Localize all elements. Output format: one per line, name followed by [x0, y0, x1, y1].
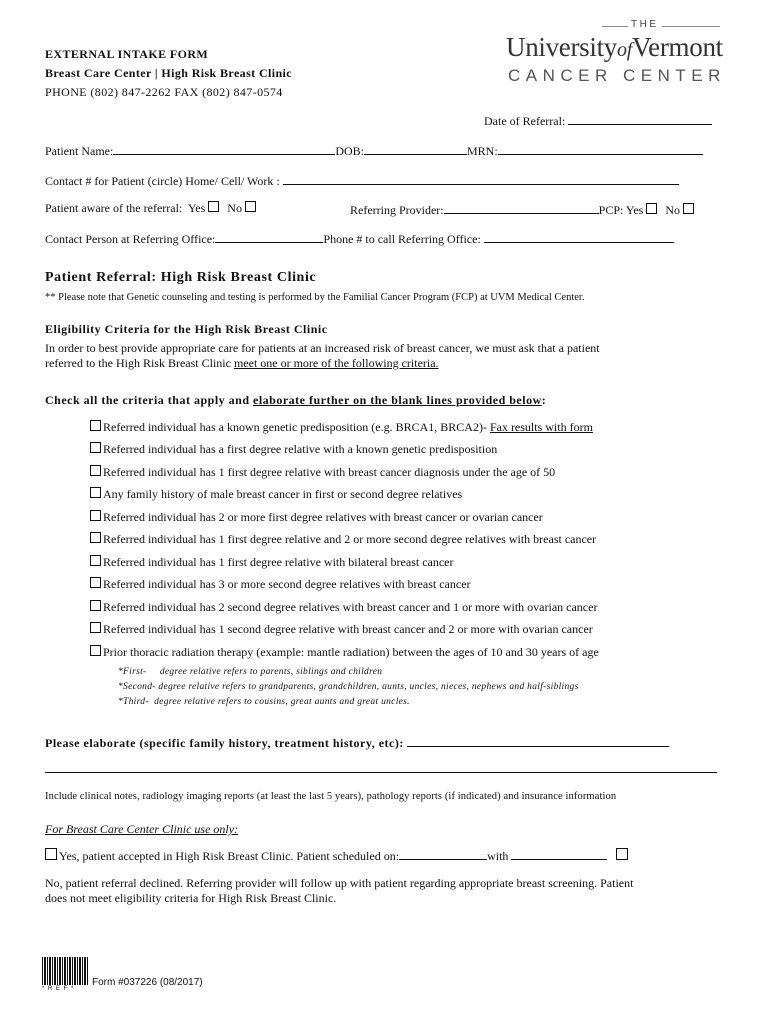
logo-the: THE [628, 19, 662, 30]
eligibility-line-2-text: referred to the High Risk Breast Clinic [45, 356, 234, 370]
referring-provider-row [350, 201, 696, 218]
criteria-item [90, 555, 454, 570]
patient-name-label: Patient Name: [45, 144, 114, 158]
eligibility-line-2 [45, 356, 439, 371]
criteria-item [90, 442, 497, 457]
contact-input[interactable] [283, 172, 679, 185]
aware-no-label: No [227, 201, 242, 215]
logo-vermont: Vermont [631, 32, 723, 62]
degree-note-second: *Second- degree relative refers to grandparents, grandchildren, aunts, uncles, nieces, nephews and half-siblings [118, 682, 579, 692]
include-note: Include clinical notes, radiology imaging reports (at least the last 5 years), pathology reports (if indicated) and insurance information [45, 791, 617, 802]
phone-fax: PHONE (802) 847-2262 FAX (802) 847-0574 [45, 85, 283, 99]
uvm-cancer-center-logo [500, 19, 730, 90]
criteria-label: Referred individual has 3 or more second degree relatives with breast cancer [103, 577, 471, 591]
declined-line-2: does not meet eligibility criteria for High Risk Breast Clinic. [45, 891, 337, 905]
logo-cancer-center: CANCER CENTER [508, 66, 726, 85]
pcp-yes-checkbox[interactable] [646, 203, 657, 214]
degree-note-first: *First- degree relative refers to parents, siblings and children [118, 667, 383, 677]
criteria-checkbox[interactable] [90, 645, 101, 656]
aware-yes-label: Yes [187, 201, 206, 215]
criteria-checkbox[interactable] [90, 442, 101, 453]
fax-results-note: Fax results with form [489, 420, 593, 434]
criteria-item [90, 420, 593, 435]
form-number: Form #037226 (08/2017) [92, 977, 203, 988]
date-of-referral-field [484, 112, 712, 129]
criteria-checkbox[interactable] [90, 420, 101, 431]
eligibility-line-1: In order to best provide appropriate care for patients at an increased risk of breast cancer, we must ask that a patient [45, 341, 600, 355]
form-subtitle: Breast Care Center | High Risk Breast Clinic [45, 66, 293, 80]
scheduled-with-input[interactable] [511, 847, 607, 860]
criteria-label: Referred individual has a known genetic predisposition (e.g. BRCA1, BRCA2)- [103, 420, 490, 434]
eligibility-title: Eligibility Criteria for the High Risk Breast Clinic [45, 322, 328, 336]
accepted-label: Yes, patient accepted in High Risk Breast Clinic. Patient scheduled on: [59, 849, 400, 863]
referring-provider-input[interactable] [444, 201, 599, 214]
contact-label: Contact # for Patient (circle) Home/ Cell/ Work : [45, 174, 280, 188]
criteria-label: Referred individual has 1 second degree relative with breast cancer and 2 or more with ovarian cancer [103, 622, 593, 636]
criteria-item [90, 577, 471, 592]
criteria-checkbox[interactable] [90, 622, 101, 633]
check-instruction [45, 393, 546, 408]
dob-input[interactable] [364, 142, 467, 155]
criteria-label: Prior thoracic radiation therapy (example: mantle radiation) between the ages of 10 and 30 years of age [103, 645, 599, 659]
criteria-checkbox[interactable] [90, 487, 101, 498]
criteria-checkbox[interactable] [90, 555, 101, 566]
aware-no-checkbox[interactable] [245, 201, 256, 212]
criteria-checkbox[interactable] [90, 600, 101, 611]
mrn-label: MRN: [467, 144, 498, 158]
clinic-use-title: For Breast Care Center Clinic use only: [45, 822, 239, 836]
logo-of: of [617, 39, 632, 61]
criteria-checkbox[interactable] [90, 510, 101, 521]
with-label: with [487, 849, 509, 863]
logo-rule-right [662, 26, 720, 27]
phone-to-call-input[interactable] [484, 230, 674, 243]
criteria-item [90, 532, 596, 547]
criteria-item [90, 622, 593, 637]
accepted-checkbox[interactable] [45, 848, 57, 860]
date-of-referral-label: Date of Referral: [484, 114, 566, 128]
elaborate-input[interactable] [407, 734, 669, 747]
fcp-note: ** Please note that Genetic counseling and testing is performed by the Familial Cancer Program (FCP) at UVM Medical Center. [45, 292, 585, 303]
contact-person-input[interactable] [215, 230, 323, 243]
elaborate-label: Please elaborate (specific family history, treatment history, etc): [45, 736, 404, 750]
date-of-referral-input[interactable] [568, 112, 712, 125]
check-prefix: Check all the criteria that apply and [45, 393, 253, 407]
phone-to-call-label: Phone # to call Referring Office: [323, 232, 481, 246]
check-suffix: : [541, 393, 547, 407]
referring-provider-label: Referring Provider: [350, 203, 444, 217]
criteria-item [90, 487, 462, 502]
criteria-label: Referred individual has 2 second degree relatives with breast cancer and 1 or more with ovarian cancer [103, 600, 598, 614]
criteria-label: Any family history of male breast cancer in first or second degree relatives [103, 487, 463, 501]
elaborate-row [45, 734, 669, 751]
pcp-no-label: No [665, 203, 681, 217]
contact-person-row [45, 230, 674, 247]
barcode [42, 957, 88, 985]
criteria-item [90, 510, 543, 525]
criteria-checkbox[interactable] [90, 465, 101, 476]
declined-checkbox[interactable] [616, 848, 628, 860]
patient-aware-label: Patient aware of the referral: [45, 201, 183, 215]
declined-line-1: No, patient referral declined. Referring provider will follow up with patient regarding appropriate breast screening. Patient [45, 876, 634, 890]
mrn-input[interactable] [498, 142, 703, 155]
criteria-label: Referred individual has 2 or more first degree relatives with breast cancer or ovarian cancer [103, 510, 543, 524]
eligibility-line-2-underlined: meet one or more of the following criteria. [233, 356, 439, 370]
criteria-label: Referred individual has 1 first degree relative with breast cancer diagnosis under the age of 50 [103, 465, 556, 479]
referral-title: Patient Referral: High Risk Breast Clinic [45, 270, 317, 285]
criteria-label: Referred individual has a first degree relative with a known genetic predisposition [103, 442, 498, 456]
criteria-item [90, 600, 597, 615]
criteria-checkbox[interactable] [90, 577, 101, 588]
pcp-no-checkbox[interactable] [683, 203, 694, 214]
pcp-yes-label: PCP: Yes [598, 203, 644, 217]
logo-wordmark [506, 32, 723, 63]
contact-person-label: Contact Person at Referring Office: [45, 232, 216, 246]
aware-yes-checkbox[interactable] [208, 201, 219, 212]
criteria-item [90, 645, 599, 660]
logo-university: University [506, 32, 617, 62]
criteria-label: Referred individual has 1 first degree relative with bilateral breast cancer [103, 555, 454, 569]
barcode-ref: * R E F * [42, 986, 75, 992]
patient-id-row [45, 142, 703, 159]
form-title: EXTERNAL INTAKE FORM [45, 47, 209, 61]
criteria-label: Referred individual has 1 first degree relative and 2 or more second degree relatives with breast cancer [103, 532, 597, 546]
scheduled-date-input[interactable] [399, 847, 487, 860]
dob-label: DOB: [335, 144, 364, 158]
patient-aware-row [45, 201, 258, 216]
accepted-row [45, 847, 630, 864]
degree-note-third: *Third- degree relative refers to cousins, great aunts and great uncles. [118, 697, 410, 707]
criteria-checkbox[interactable] [90, 532, 101, 543]
check-underlined: elaborate further on the blank lines provided below [253, 393, 542, 407]
patient-name-input[interactable] [113, 142, 335, 155]
elaborate-input-line-2[interactable] [45, 772, 717, 773]
criteria-item [90, 465, 555, 480]
contact-row [45, 172, 679, 189]
